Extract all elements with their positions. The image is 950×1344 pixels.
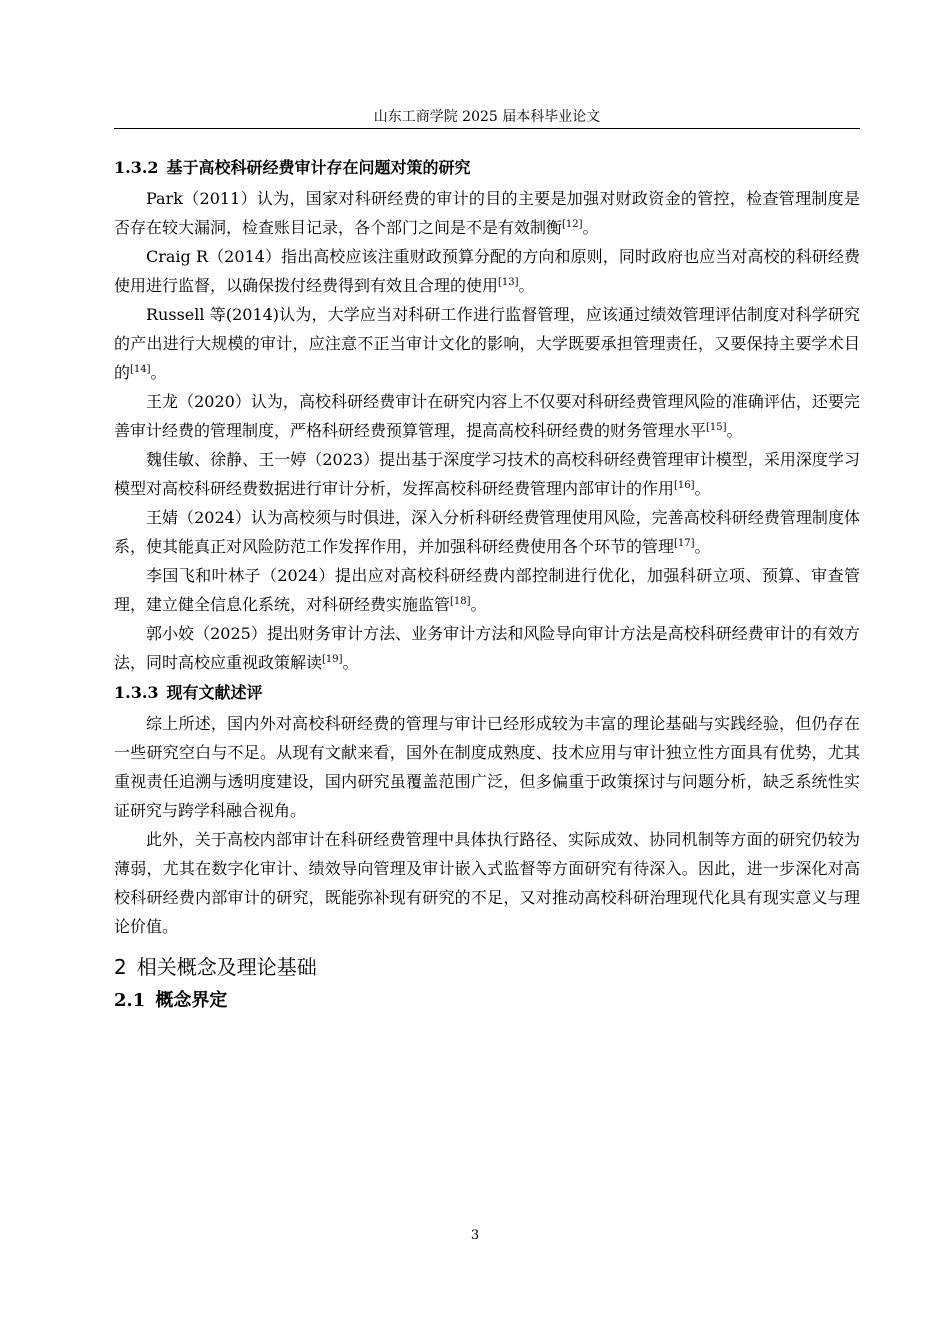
- paragraph-tail: 。: [694, 479, 711, 498]
- section-number: 2.1: [114, 990, 146, 1011]
- citation-ref[interactable]: [15]: [706, 422, 727, 433]
- paragraph-tail: 。: [726, 421, 743, 440]
- section-heading-2-1: [114, 989, 860, 1013]
- paragraph-text: 王婧（2024）认为高校须与时俱进，深入分析科研经费管理使用风险，完善高校科研经费管理制度体系，使其能真正对风险防范工作发挥作用，并加强科研经费使用各个环节的管理: [114, 508, 860, 556]
- paragraph-tail: 。: [470, 595, 487, 614]
- paragraph: [114, 445, 860, 503]
- citation-ref[interactable]: [14]: [130, 364, 151, 375]
- chapter-heading-2: [114, 955, 860, 979]
- section-title: 现有文献述评: [166, 683, 263, 702]
- section-number: 1.3.3: [114, 683, 159, 702]
- citation-ref[interactable]: [13]: [498, 277, 519, 288]
- paragraph: 综上所述，国内外对高校科研经费的管理与审计已经形成较为丰富的理论基础与实践经验，但仍存在一些研究空白与不足。从现有文献来看，国外在制度成熟度、技术应用与审计独立性方面具有优势，尤其重视责任追溯与透明度建设，国内研究虽覆盖范围广泛，但多偏重于政策探讨与问题分析，缺乏系统性实证研究与跨学科融合视角。: [114, 714, 860, 820]
- section-heading-1-3-3: [114, 677, 860, 709]
- paragraph: 此外，关于高校内部审计在科研经费管理中具体执行路径、实际成效、协同机制等方面的研究仍较为薄弱，尤其在数字化审计、绩效导向管理及审计嵌入式监督等方面研究有待深入。因此，进一步深化对高校科研经费内部审计的研究，既能弥补现有研究的不足，又对推动高校科研治理现代化具有现实意义与理论价值。: [114, 830, 860, 936]
- page-number: 3: [470, 1228, 480, 1243]
- paragraph-tail: 。: [150, 363, 167, 382]
- citation-ref[interactable]: [12]: [562, 219, 583, 230]
- paragraph: [114, 387, 860, 445]
- page-body: [114, 152, 860, 1013]
- paragraph-text: 李国飞和叶林子（2024）提出应对高校科研经费内部控制进行优化，加强科研立项、预算、审查管理，建立健全信息化系统，对科研经费实施监管: [114, 566, 860, 614]
- citation-ref[interactable]: [18]: [450, 596, 471, 607]
- running-header: 山东工商学院 2025 届本科毕业论文: [373, 109, 601, 125]
- section-title: 基于高校科研经费审计存在问题对策的研究: [166, 158, 471, 177]
- paragraph-text: Russell 等(2014)认为，大学应当对科研工作进行监督管理，应该通过绩效管理评估制度对科学研究的产出进行大规模的审计，应注意不正当审计文化的影响，大学既要承担管理责任，又要保持主要学术目的: [114, 305, 860, 382]
- citation-ref[interactable]: [16]: [674, 480, 695, 491]
- paragraph: [114, 242, 860, 300]
- section-title: 概念界定: [155, 990, 228, 1011]
- chapter-title: 相关概念及理论基础: [136, 955, 317, 979]
- chapter-number: 2: [114, 955, 127, 979]
- paragraph: [114, 300, 860, 387]
- citation-ref[interactable]: [19]: [322, 654, 343, 665]
- paragraph-tail: 。: [518, 276, 535, 295]
- paragraph-text: Park（2011）认为，国家对科研经费的审计的目的主要是加强对财政资金的管控，检查管理制度是否存在较大漏洞，检查账目记录，各个部门之间是不是有效制衡: [114, 189, 860, 237]
- section-number: 1.3.2: [114, 158, 159, 177]
- paragraph: [114, 561, 860, 619]
- paragraph-text: Craig R（2014）指出高校应该注重财政预算分配的方向和原则，同时政府也应当对高校的科研经费使用进行监督，以确保拨付经费得到有效且合理的使用: [114, 247, 860, 295]
- paragraph: [114, 619, 860, 677]
- paragraph-text: 郭小姣（2025）提出财务审计方法、业务审计方法和风险导向审计方法是高校科研经费审计的有效方法，同时高校应重视政策解读: [114, 624, 860, 672]
- paragraph-tail: 。: [694, 537, 711, 556]
- paragraph: [114, 184, 860, 242]
- citation-ref[interactable]: [17]: [674, 538, 695, 549]
- paragraph-tail: 。: [342, 653, 359, 672]
- paragraph-tail: 。: [582, 218, 599, 237]
- paragraph-text: 魏佳敏、徐静、王一婷（2023）提出基于深度学习技术的高校科研经费管理审计模型，采用深度学习模型对高校科研经费数据进行审计分析，发挥高校科研经费管理内部审计的作用: [114, 450, 860, 498]
- paragraph-text: 王龙（2020）认为，高校科研经费审计在研究内容上不仅要对科研经费管理风险的准确评估，还要完善审计经费的管理制度，严格科研经费预算管理，提高高校科研经费的财务管理水平: [114, 392, 860, 440]
- header-rule: [114, 128, 860, 129]
- section-heading-1-3-2: [114, 152, 860, 184]
- paragraph: [114, 503, 860, 561]
